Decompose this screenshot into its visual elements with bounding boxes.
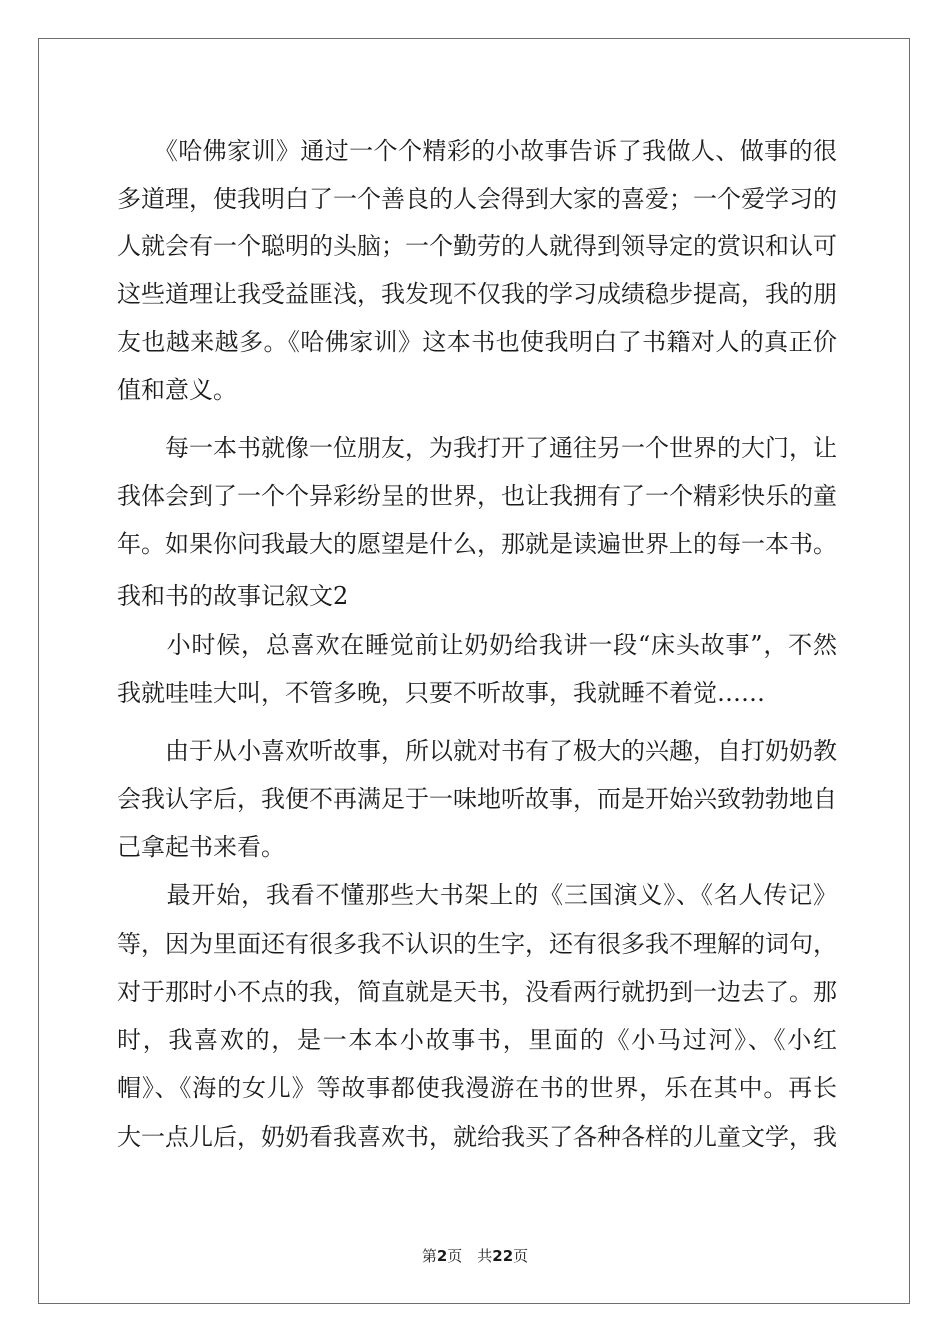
text-line: 帽》、《海的女儿》等故事都使我漫游在书的世界，乐在其中。再长 [117, 1074, 837, 1102]
text-line: 人就会有一个聪明的头脑；一个勤劳的人就得到领导定的赏识和认可 [117, 232, 837, 260]
text-line: 多道理，使我明白了一个善良的人会得到大家的喜爱；一个爱学习的 [117, 185, 837, 213]
text-line: 小时候，总喜欢在睡觉前让奶奶给我讲一段“床头故事”，不然 [117, 631, 837, 659]
text-line: 己拿起书来看。 [117, 833, 285, 861]
text-line: 对于那时小不点的我，简直就是天书，没看两行就扔到一边去了。那 [117, 978, 837, 1006]
text-line: 最开始，我看不懂那些大书架上的《三国演义》、《名人传记》 [117, 881, 837, 909]
text-line: 每一本书就像一位朋友，为我打开了通往另一个世界的大门，让 [117, 434, 837, 462]
text-line: 《哈佛家训》通过一个个精彩的小故事告诉了我做人、做事的很 [117, 137, 837, 165]
page-total: 22 [492, 1247, 514, 1265]
text-line: 时，我喜欢的，是一本本小故事书，里面的《小马过河》、《小红 [117, 1026, 837, 1054]
section-heading: 我和书的故事记叙文2 [117, 582, 349, 610]
page-current: 2 [436, 1247, 448, 1265]
text-line: 这些道理让我受益匪浅，我发现不仅我的学习成绩稳步提高，我的朋 [117, 280, 837, 308]
page-middle: 页 共 [447, 1247, 493, 1265]
text-line: 等，因为里面还有很多我不认识的生字，还有很多我不理解的词句， [117, 930, 837, 958]
text-line: 大一点儿后，奶奶看我喜欢书，就给我买了各种各样的儿童文学，我 [117, 1123, 837, 1151]
page-footer [0, 1244, 950, 1268]
text-line: 我就哇哇大叫，不管多晚，只要不听故事，我就睡不着觉…… [117, 679, 765, 707]
text-line: 年。如果你问我最大的愿望是什么，那就是读遍世界上的每一本书。 [117, 530, 837, 558]
page-prefix: 第 [421, 1247, 437, 1265]
text-line: 值和意义。 [117, 376, 237, 404]
text-line: 我体会到了一个个异彩纷呈的世界，也让我拥有了一个精彩快乐的童 [117, 482, 837, 510]
text-line: 由于从小喜欢听故事，所以就对书有了极大的兴趣，自打奶奶教 [117, 737, 837, 765]
text-line: 友也越来越多。《哈佛家训》这本书也使我明白了书籍对人的真正价 [117, 328, 837, 356]
text-line: 会我认字后，我便不再满足于一味地听故事，而是开始兴致勃勃地自 [117, 785, 837, 813]
page-suffix: 页 [513, 1247, 529, 1265]
